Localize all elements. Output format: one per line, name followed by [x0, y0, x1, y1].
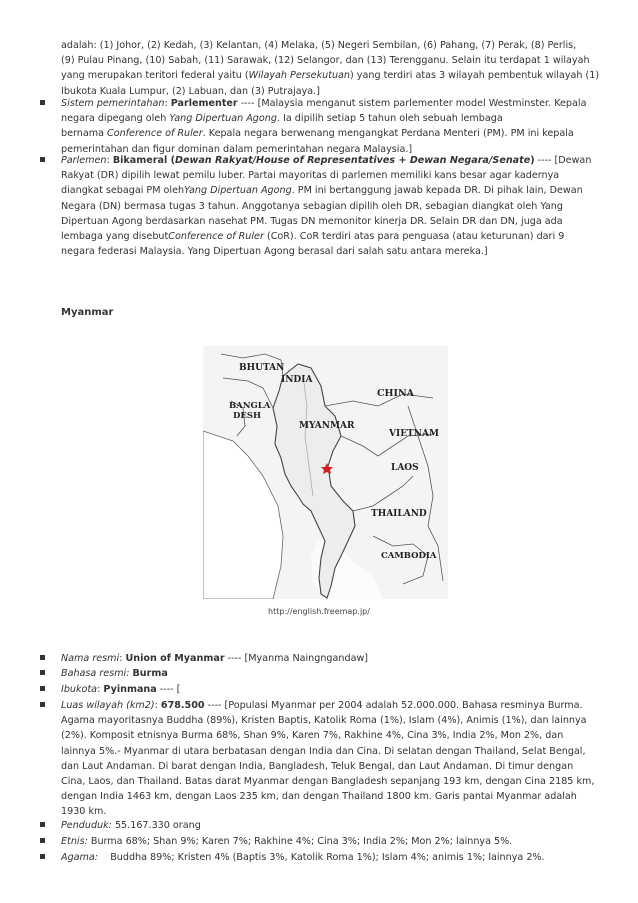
- myanmar-map: [203, 346, 448, 599]
- map-label-myanmar: MYANMAR: [299, 421, 355, 431]
- bullet-icon: [40, 667, 47, 674]
- text-line: (9) Pulau Pinang, (10) Sabah, (11) Sarawak, (12) Selangor, dan (13) Terengganu. Selain itu terdapat 1 wilayah: [61, 55, 590, 67]
- bullet-icon: [40, 652, 47, 659]
- bullet-icon: [40, 851, 47, 858]
- section-heading-myanmar: Myanmar: [61, 307, 114, 318]
- document-page: adalah: (1) Johor, (2) Kedah, (3) Kelantan, (4) Melaka, (5) Negeri Sembilan, (6) Pahang, (7) Perak, (8) Perlis, (9) Pulau Pinang, (10) Sabah, (11) Sarawak, (12) Selangor, dan (13) Terengganu. Selain itu terdapat 1 wilayah yang merupakan teritori federal yaitu (Wilayah Persekutuan) yang terdiri atas 3 wilayah pembentuk wilayah (1) Ibukota Kuala Lumpur, (2) Labuan, dan (3) Putrajaya.] Sistem pemerintahan: Parlementer ---- [Malaysia menganut sistem parlementer model Westminster. Kepala negara dipegang oleh Yang Dipertuan Agong. Ia dipilih setiap 5 tahun oleh sebuah lembaga bernama Conference of Ruler. Kepala negara berwenang mengangkat Perdana Menteri (PM). PM ini kepala pemerintahan dan figur dominan dalam pemerintahan negara Malaysia.] Parlemen: Bikameral (Dewan Rakyat/House of Representatives + Dewan Negara/Senate) ---- [Dewan Rakyat (DR) dipilih lewat pemilu luber. Partai mayoritas di parlemen memiliki kans besar agar kadernya diangkat sebagai PM olehYang Dipertuan Agong. PM ini bertanggung jawab kepada DR. Di pihak lain, Dewan Negara (DN) bermasa tugas 3 tahun. Anggotanya sebagian dipilih oleh DR, sebagian diangkat oleh Yang Dipertuan Agong berdasarkan nasehat PM. Tugas DN memonitor kinerja DR. Selain DR dan DN, juga ada lembaga yang disebutConference of Ruler (CoR). CoR terdiri atas para penguasa (atau keturunan) dari 9 negara federasi Malaysia. Yang Dipertuan Agong berasal dari salah satu antara mereka.] Myanmar BHUTAN INDIA BANGLA DESH CHINA MYANMAR VIETNAM LAOS THAILAND CAMBODIA http://english.freemap.jp/ Nama resmi: Union of Myanmar ---- [Myanma Naingngandaw] Bahasa resmi: Burma Ibukota: Pyinmana ---- [ Luas wilayah (km2): 678.500 ---- [Populasi Myanmar per 2004 adalah 52.000.000. Bahasa resminya Burma. Agama mayoritasnya Buddha (89%), Kristen Baptis, Katolik Roma (1%), Islam (4%), Animis (1%), dan lainnya (2%). Komposit etnisnya Burma 68%, Shan 9%, Karen 7%, Rakhine 4%, Cina 3%, India 2%, Mon 2%, dan lainnya 5%.- Myanmar di utara berbatasan dengan India dan Cina. Di selatan dengan Thailand, Selat Bengal, dan Laut Andaman. Di barat dengan India, Bangladesh, Teluk Bengal, dan Laut Andaman. Di timur dengan Cina, Laos, dan Thailand. Batas darat Myanmar dengan Bangladesh sepanjang 193 km, dengan Cina 2185 km, dengan India 1463 km, dengan Laos 235 km, dan dengan Thailand 1800 km. Garis pantai Myanmar adalah 1930 km. Penduduk: 55.167.330 orang Etnis: Burma 68%; Shan 9%; Karen 7%; Rakhine 4%; Cina 3%; India 2%; Mon 2%; lainnya 5%. Agama: Buddha 89%; Kristen 4% (Baptis 3%, Katolik Roma 1%); Islam 4%; animis 1%; lainnya 2%.: [0, 0, 638, 903]
- map-label-vietnam: VIETNAM: [389, 429, 439, 439]
- map-label-china: CHINA: [377, 388, 415, 399]
- map-label-bhutan: BHUTAN: [239, 363, 285, 373]
- map-label-cambodia: CAMBODIA: [381, 551, 437, 561]
- map-label-thailand: THAILAND: [371, 509, 427, 519]
- bullet-icon: [40, 683, 47, 690]
- states-paragraph: [61, 38, 609, 99]
- map-label-india: INDIA: [281, 375, 313, 385]
- map-label-bangla: BANGLA: [229, 401, 271, 411]
- map-label-laos: LAOS: [391, 463, 419, 473]
- bullet-icon: [40, 699, 47, 706]
- text-line: Ibukota Kuala Lumpur, (2) Labuan, dan (3) Putrajaya.]: [61, 85, 320, 97]
- text-line: yang merupakan teritori federal yaitu (Wilayah Persekutuan) yang terdiri atas 3 wilayah pembentuk wilayah (1): [61, 70, 600, 82]
- bullet-icon: [40, 97, 47, 104]
- map-label-desh: DESH: [233, 411, 262, 421]
- map-caption-link[interactable]: http://english.freemap.jp/: [268, 607, 370, 616]
- bullet-icon: [40, 154, 47, 161]
- bullet-icon: [40, 835, 47, 842]
- bullet-icon: [40, 819, 47, 826]
- text-line: adalah: (1) Johor, (2) Kedah, (3) Kelantan, (4) Melaka, (5) Negeri Sembilan, (6) Pahang, (7) Perak, (8) Perlis,: [61, 40, 577, 51]
